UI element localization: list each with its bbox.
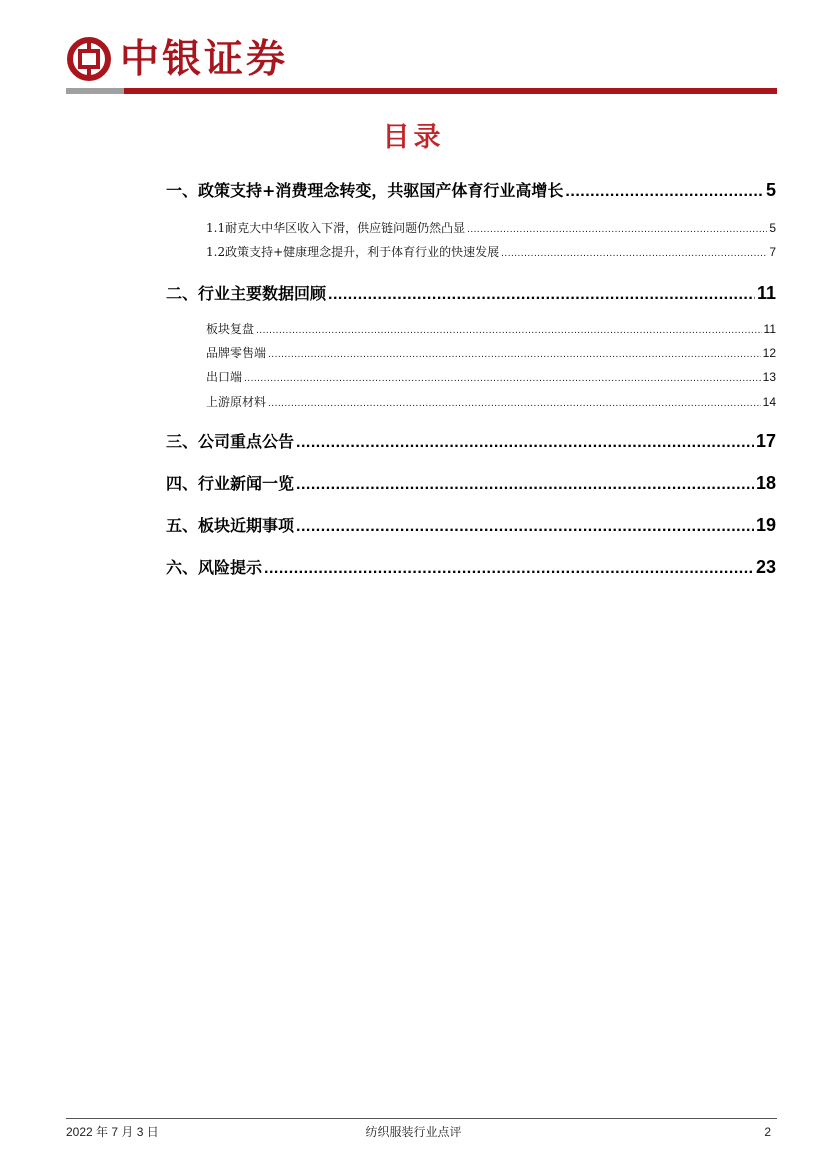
toc-entry-section-5[interactable] — [166, 513, 776, 537]
toc-entry-title: 1.1耐克大中华区收入下滑，供应链问题仍然凸显 — [206, 221, 466, 235]
toc-entry-title: 出口端 — [206, 370, 243, 384]
toc-entry-page: 14 — [762, 395, 776, 409]
footer-date: 2022 年 7 月 3 日 — [66, 1125, 159, 1139]
toc-entry-title: 1.2政策支持+健康理念提升，利于体育行业的快速发展 — [206, 245, 500, 259]
toc-leader-dots — [328, 286, 755, 304]
toc-leader-dots — [268, 398, 761, 409]
toc-entry-page: 23 — [755, 557, 776, 577]
footer-rule — [66, 1118, 777, 1119]
footer-category: 纺织服装行业点评 — [365, 1125, 462, 1139]
toc-leader-dots — [296, 476, 754, 494]
toc-entry-page: 5 — [769, 221, 776, 235]
bank-of-china-logo-icon — [67, 37, 111, 81]
header-rule-red — [124, 88, 777, 94]
toc-entry-title: 二、行业主要数据回顾 — [166, 284, 327, 303]
toc-leader-dots — [296, 434, 754, 452]
toc-entry-title: 六、风险提示 — [166, 558, 263, 577]
toc-entry-page: 18 — [755, 473, 776, 493]
toc-entry-1-2[interactable] — [206, 243, 776, 261]
toc-entry-section-1[interactable] — [166, 178, 776, 202]
toc-entry-title: 一、政策支持+消费理念转变，共驱国产体育行业高增长 — [166, 181, 564, 200]
toc-leader-dots — [264, 560, 754, 578]
toc-entry-section-6[interactable] — [166, 555, 776, 579]
toc-leader-dots — [467, 224, 767, 235]
toc-entry-section-2[interactable] — [166, 281, 776, 305]
toc-leader-dots — [256, 325, 762, 336]
toc-entry-2-4[interactable] — [206, 393, 776, 411]
toc-entry-title: 品牌零售端 — [206, 346, 267, 360]
toc-entry-page: 19 — [755, 515, 776, 535]
toc-entry-title: 四、行业新闻一览 — [166, 474, 295, 493]
toc-leader-dots — [268, 349, 761, 360]
toc-entry-title: 上游原材料 — [206, 395, 267, 409]
toc-entry-page: 17 — [755, 431, 776, 451]
toc-entry-title: 三、公司重点公告 — [166, 432, 295, 451]
toc-entry-page: 12 — [762, 346, 776, 360]
toc-entry-section-4[interactable] — [166, 471, 776, 495]
toc-entry-page: 13 — [762, 370, 776, 384]
toc-title: 目录 — [382, 122, 445, 153]
toc-entry-page: 5 — [765, 180, 776, 200]
toc-leader-dots — [244, 373, 761, 384]
toc-entry-2-1[interactable] — [206, 320, 776, 338]
toc-leader-dots — [501, 248, 767, 259]
toc-entry-2-3[interactable] — [206, 368, 776, 386]
brand-name: 中银证券 — [120, 36, 289, 82]
toc-entry-page: 11 — [756, 283, 776, 303]
toc-leader-dots — [565, 183, 764, 201]
header-rule-gray — [66, 88, 124, 94]
toc-entry-2-2[interactable] — [206, 344, 776, 362]
toc-leader-dots — [296, 518, 754, 536]
toc-entry-title: 五、板块近期事项 — [166, 516, 295, 535]
toc-entry-1-1[interactable] — [206, 219, 776, 237]
toc-entry-page: 7 — [769, 245, 776, 259]
toc-entry-title: 板块复盘 — [206, 322, 255, 336]
footer-page-number: 2 — [764, 1125, 771, 1139]
toc-entry-section-3[interactable] — [166, 429, 776, 453]
toc-entry-page: 11 — [763, 322, 776, 336]
